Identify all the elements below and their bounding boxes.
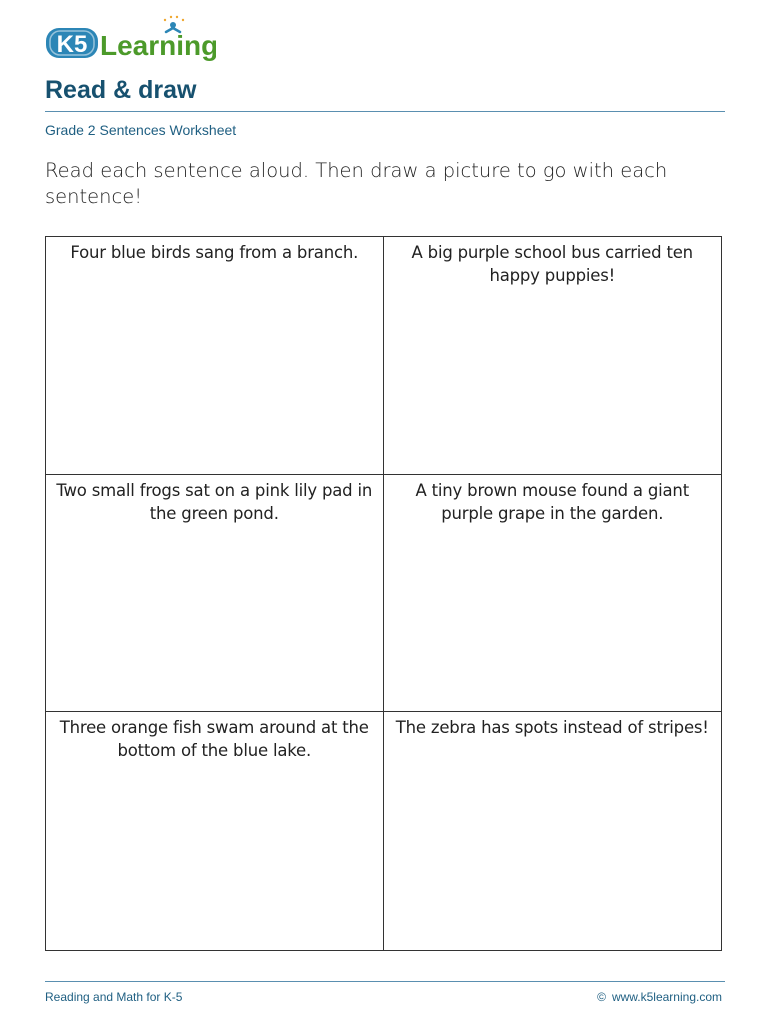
drawing-cell-1[interactable] — [46, 237, 384, 475]
svg-text:K5: K5 — [56, 31, 88, 58]
copyright-symbol: © — [597, 990, 606, 1004]
instructions-text: Read each sentence aloud. Then draw a picture to go with each sentence! — [45, 159, 668, 208]
drawing-cell-3[interactable] — [46, 475, 384, 713]
sentence-4: A tiny brown mouse found a giant purple grape in the garden. — [415, 480, 689, 523]
drawing-cell-5[interactable] — [46, 712, 384, 950]
drawing-cell-6[interactable] — [384, 712, 722, 950]
svg-text:Learning: Learning — [100, 30, 216, 61]
worksheet-subtitle: Grade 2 Sentences Worksheet — [45, 122, 237, 138]
header-divider — [45, 111, 725, 112]
footer-tagline: Reading and Math for K-5 — [45, 990, 183, 1004]
k5-learning-logo — [44, 14, 216, 64]
footer-divider — [45, 981, 725, 982]
k5-logo-graphic — [44, 14, 216, 64]
page-title: Read & draw — [45, 76, 197, 104]
sentence-2: A big purple school bus carried ten happy puppies! — [411, 243, 693, 285]
sentence-5: Three orange fish swam around at the bottom of the blue lake. — [59, 718, 369, 761]
sentence-3: Two small frogs sat on a pink lily pad in the green pond. — [56, 480, 373, 523]
drawing-grid — [45, 236, 722, 951]
footer-website-link[interactable]: www.k5learning.com — [611, 990, 722, 1004]
drawing-cell-2[interactable] — [384, 237, 722, 475]
sentence-1: Four blue birds sang from a branch. — [70, 243, 359, 262]
footer-website[interactable] — [597, 990, 722, 1004]
sentence-6: The zebra has spots instead of stripes! — [395, 718, 709, 738]
drawing-cell-4[interactable] — [384, 475, 722, 713]
